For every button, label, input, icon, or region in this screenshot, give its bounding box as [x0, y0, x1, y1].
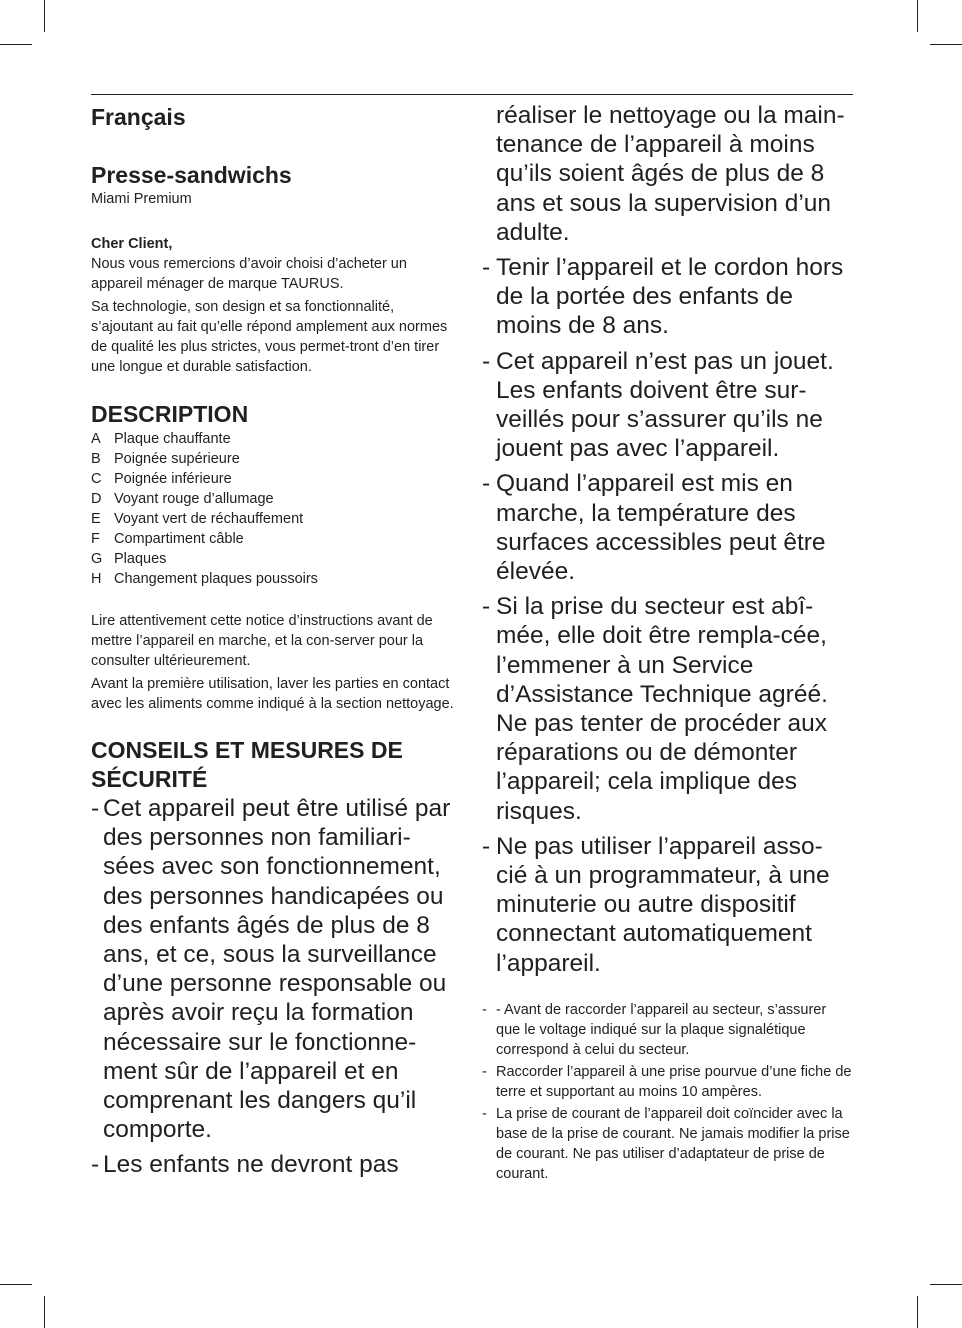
language-heading: Français [91, 104, 186, 130]
safety-item [482, 592, 854, 826]
crop-mark-top-left-vertical [44, 0, 45, 32]
electrical-item-text: La prise de courant de l’appareil doit coïncider avec la base de la prise de courant. Ne jamais modifier la prise de courant. Ne pas utiliser d’adaptateur de prise de courant. [496, 1105, 850, 1182]
safety-item-text: Cet appareil n’est pas un jouet. Les enfants doivent être sur-veillés pour s’assurer qu’ils ne jouent pas avec l’appareil. [496, 347, 834, 463]
bullet-dash: - [482, 470, 491, 498]
item-text: Poignée inférieure [114, 471, 232, 487]
description-item [91, 569, 457, 589]
product-title: Presse-sandwichs [91, 162, 292, 188]
salutation: Cher Client, [91, 236, 173, 252]
crop-mark-bottom-left-vertical [44, 1296, 45, 1328]
crop-mark-top-left-horizontal [0, 44, 32, 45]
item-letter: C [91, 471, 102, 487]
item-letter: F [91, 531, 100, 547]
crop-mark-top-right-vertical [917, 0, 918, 32]
bullet-dash: - [482, 1063, 487, 1080]
header-rule [91, 94, 853, 95]
crop-mark-top-right-horizontal [930, 44, 962, 45]
right-column [482, 101, 854, 1186]
bullet-dash: - [482, 832, 491, 860]
instruction-note: Avant la première utilisation, laver les parties en contact avec les aliments comme indiqué à la section nettoyage. [91, 676, 454, 712]
safety-item-text: Quand l’appareil est mis en marche, la température des surfaces accessibles peut être élevée. [496, 470, 826, 586]
item-letter: H [91, 571, 102, 587]
item-text: Poignée supérieure [114, 451, 240, 467]
bullet-dash: - [91, 795, 100, 822]
instruction-note: Lire attentivement cette notice d’instructions avant de mettre l’appareil en marche, et la con-server pour la consulter ultérieurement. [91, 613, 433, 669]
safety-item [91, 1150, 457, 1179]
electrical-item [482, 1104, 854, 1184]
crop-mark-bottom-right-vertical [917, 1296, 918, 1328]
safety-item-continuation: réaliser le nettoyage ou la main-tenance de l’appareil à moins qu’ils soient âgés de plus de 8 ans et sous la supervision d’un adulte. [496, 102, 845, 246]
safety-list-left [91, 794, 457, 1180]
safety-item-text: Tenir l’appareil et le cordon hors de la portée des enfants de moins de 8 ans. [496, 254, 844, 340]
item-letter: A [91, 431, 101, 447]
item-text: Changement plaques poussoirs [114, 571, 318, 587]
safety-item [91, 794, 457, 1144]
description-item [91, 469, 457, 489]
safety-item-text: Cet appareil peut être utilisé par des personnes non familiari-sées avec son fonctionnement, des personnes handicapées ou des enfants âgés de plus de 8 ans, et ce, sous la surveillance d’une personne responsable ou après avoir reçu la formation nécessaire sur le fonctionne-ment sûr de l’appareil et en comprenant les dangers qu’il comporte. [103, 795, 451, 1144]
electrical-safety-list [482, 1000, 854, 1184]
model-name: Miami Premium [91, 191, 192, 207]
item-text: Plaques [114, 551, 167, 567]
item-text: Voyant rouge d’allumage [114, 491, 274, 507]
safety-list-right [482, 253, 854, 978]
bullet-dash: - [482, 254, 491, 282]
description-item [91, 489, 457, 509]
intro-paragraph: Nous vous remercions d’avoir choisi d’acheter un appareil ménager de marque TAURUS. [91, 256, 407, 292]
safety-item-text: Les enfants ne devront pas [103, 1151, 399, 1179]
safety-item [482, 469, 854, 586]
bullet-dash: - [482, 593, 491, 621]
left-column [91, 101, 457, 1186]
description-item [91, 429, 457, 449]
electrical-item [482, 1062, 854, 1102]
safety-item [482, 832, 854, 978]
bullet-dash: - [482, 347, 491, 375]
description-item [91, 529, 457, 549]
item-text: Compartiment câble [114, 531, 244, 547]
item-letter: G [91, 551, 103, 567]
safety-item-text: Si la prise du secteur est abî-mée, elle doit être rempla-cée, l’emmener à un Service d’Assistance Technique agréé. Ne pas tenter de procéder aux réparations ou de démonter l’appareil; cela implique des risques. [496, 593, 828, 825]
safety-item [482, 253, 854, 341]
bullet-dash: - [482, 1105, 487, 1122]
description-item [91, 449, 457, 469]
item-text: Voyant vert de réchauffement [114, 511, 304, 527]
bullet-dash: - [91, 1151, 100, 1179]
safety-item [482, 347, 854, 464]
read-instructions-block [91, 611, 457, 714]
intro-paragraph: Sa technologie, son design et sa fonctionnalité, s’ajoutant au fait qu’elle répond amplement aux normes de qualité les plus strictes, vous permet-tront d’en tirer une longue et durable satisfaction. [91, 299, 448, 375]
description-list [91, 429, 457, 589]
item-letter: B [91, 451, 101, 467]
safety-item-text: Ne pas utiliser l’appareil asso-cié à un programmateur, à une minuterie ou autre dispositif connectant automatiquement l’appareil. [496, 832, 830, 977]
safety-heading: CONSEILS ET MESURES DE SÉCURITÉ [91, 737, 403, 792]
bullet-dash: - [482, 1001, 487, 1018]
item-letter: E [91, 511, 101, 527]
electrical-item [482, 1000, 854, 1060]
electrical-item-text: Raccorder l’appareil à une prise pourvue d’une fiche de terre et supportant au moins 10 ampères. [496, 1063, 852, 1100]
crop-mark-bottom-right-horizontal [930, 1284, 962, 1285]
electrical-item-text: - Avant de raccorder l’appareil au secteur, s’assurer que le voltage indiqué sur la plaque signalétique correspond à celui du secteur. [496, 1001, 827, 1058]
description-item [91, 509, 457, 529]
description-heading: DESCRIPTION [91, 401, 249, 427]
crop-mark-bottom-left-horizontal [0, 1284, 32, 1285]
item-text: Plaque chauffante [114, 431, 231, 447]
item-letter: D [91, 491, 102, 507]
description-item [91, 549, 457, 569]
